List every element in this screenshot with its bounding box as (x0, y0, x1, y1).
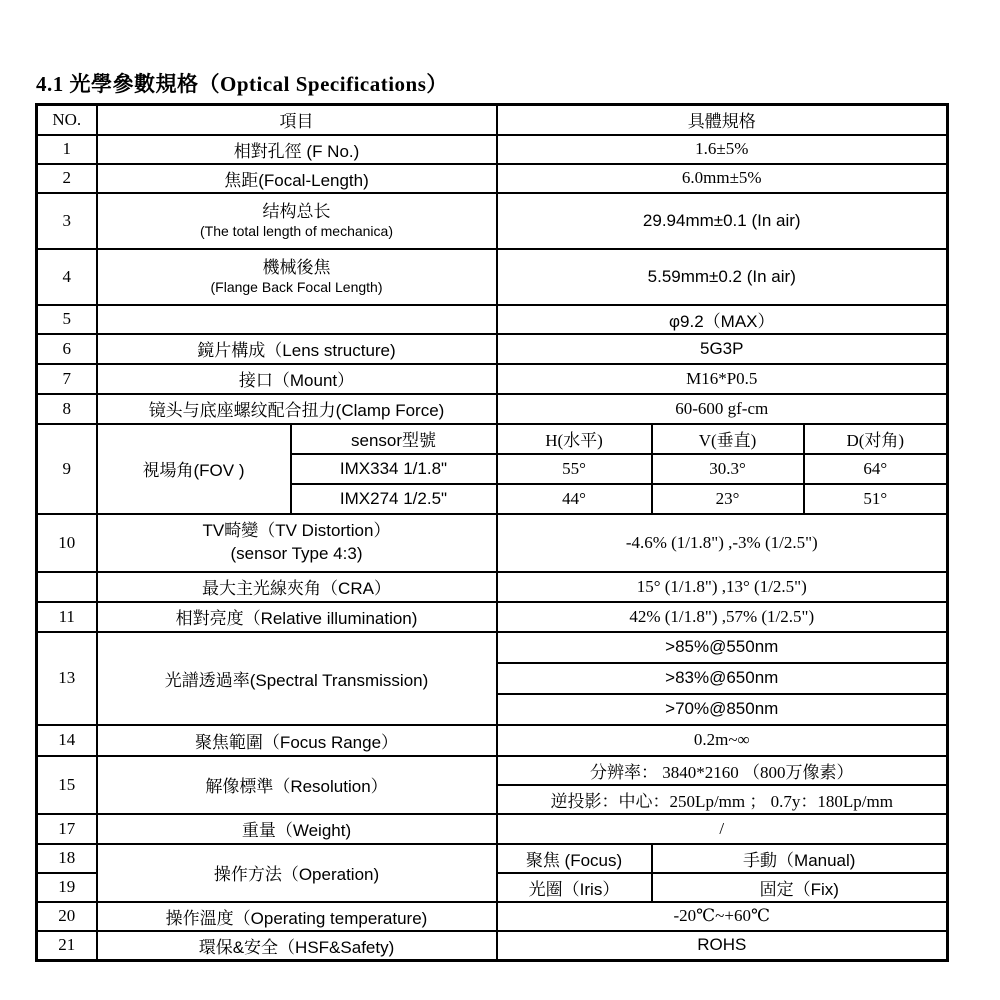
row3-item-line1: 结构总长 (262, 201, 331, 221)
table-row (37, 602, 948, 632)
header-item: 項目 (97, 105, 497, 135)
table-row (37, 902, 948, 931)
page-title: 4.1 光學參數規格（Optical Specifications） (36, 72, 448, 96)
row7-no: 7 (37, 364, 97, 394)
row4-spec: 5.59mm±0.2 (In air) (497, 249, 948, 305)
fov-sensor1-model: IMX334 1/1.8" (291, 454, 497, 484)
table-row (37, 334, 948, 364)
header-no: NO. (37, 105, 97, 135)
fov-sensor1-h: 55° (497, 454, 652, 484)
row3-no: 3 (37, 193, 97, 249)
fov-sensor2-h: 44° (497, 484, 652, 514)
rowcra-item: 最大主光線夾角（CRA） (97, 572, 497, 602)
row5-spec: φ9.2（MAX） (497, 305, 948, 334)
table-row (37, 514, 948, 572)
row13-spec-850: >70%@850nm (497, 694, 948, 725)
row15-no: 15 (37, 756, 97, 814)
optical-spec-table (35, 103, 949, 962)
fov-sensor2-model: IMX274 1/2.5" (291, 484, 497, 514)
row15-item: 解像標準（Resolution） (97, 756, 497, 814)
row2-item: 焦距(Focal-Length) (97, 164, 497, 193)
row14-item: 聚焦範圍（Focus Range） (97, 725, 497, 756)
row5-item-empty (97, 305, 497, 334)
row14-spec: 0.2m~∞ (497, 725, 948, 756)
fov-sensor2-d: 51° (804, 484, 948, 514)
table-row (37, 164, 948, 193)
row7-spec: M16*P0.5 (497, 364, 948, 394)
row11-item: 相對亮度（Relative illumination) (97, 602, 497, 632)
row20-spec: -20℃~+60℃ (497, 902, 948, 931)
row17-no: 17 (37, 814, 97, 844)
row8-item: 镜头与底座螺纹配合扭力(Clamp Force) (97, 394, 497, 424)
row4-no: 4 (37, 249, 97, 305)
table-row (37, 756, 948, 785)
row20-item: 操作溫度（Operating temperature) (97, 902, 497, 931)
row13-no: 13 (37, 632, 97, 725)
row3-item (97, 193, 497, 249)
row4-item (97, 249, 497, 305)
row9-item: 視場角(FOV ) (97, 424, 291, 514)
table-row (37, 305, 948, 334)
row13-spec-650: >83%@650nm (497, 663, 948, 694)
table-row (37, 725, 948, 756)
row1-item: 相對孔徑 (F No.) (97, 135, 497, 164)
table-header-row (37, 105, 948, 135)
row4-item-line2: (Flange Back Focal Length) (210, 278, 383, 295)
row10-item (97, 514, 497, 572)
row15-spec-line1: 分辨率： 3840*2160 （800万像素） (497, 756, 948, 785)
row18-no: 18 (37, 844, 97, 873)
row17-item: 重量（Weight) (97, 814, 497, 844)
row18-item: 操作方法（Operation) (97, 844, 497, 902)
table-row (37, 814, 948, 844)
row2-spec: 6.0mm±5% (497, 164, 948, 193)
row10-item-line2: (sensor Type 4:3) (230, 543, 363, 563)
row18-focus-label: 聚焦 (Focus) (497, 844, 652, 873)
fov-subheader-d: D(对角) (804, 424, 948, 454)
row6-spec: 5G3P (497, 334, 948, 364)
row6-item: 鏡片構成（Lens structure) (97, 334, 497, 364)
fov-subheader-sensor: sensor型號 (291, 424, 497, 454)
row11-no: 11 (37, 602, 97, 632)
table-row (37, 632, 948, 663)
header-spec: 具體規格 (497, 105, 948, 135)
fov-subheader-v: V(垂直) (652, 424, 804, 454)
row4-item-line1: 機械後焦 (262, 257, 331, 277)
row3-item-line2: (The total length of mechanica) (200, 222, 393, 239)
row10-no: 10 (37, 514, 97, 572)
row17-spec: / (497, 814, 948, 844)
table-row (37, 394, 948, 424)
rowcra-spec: 15° (1/1.8") ,13° (1/2.5") (497, 572, 948, 602)
table-row (37, 572, 948, 602)
row8-no: 8 (37, 394, 97, 424)
row8-spec: 60-600 gf-cm (497, 394, 948, 424)
row1-spec: 1.6±5% (497, 135, 948, 164)
row10-spec: -4.6% (1/1.8") ,-3% (1/2.5") (497, 514, 948, 572)
row3-spec: 29.94mm±0.1 (In air) (497, 193, 948, 249)
fov-sensor1-v: 30.3° (652, 454, 804, 484)
row5-no: 5 (37, 305, 97, 334)
optical-spec-table-wrap (35, 103, 946, 962)
table-row (37, 135, 948, 164)
table-row (37, 364, 948, 394)
row21-spec: ROHS (497, 931, 948, 961)
row20-no: 20 (37, 902, 97, 931)
row21-item: 環保&安全（HSF&Safety) (97, 931, 497, 961)
row1-no: 1 (37, 135, 97, 164)
table-row (37, 193, 948, 249)
table-row (37, 249, 948, 305)
row13-item: 光譜透過率(Spectral Transmission) (97, 632, 497, 725)
row13-spec-550: >85%@550nm (497, 632, 948, 663)
rowcra-no (37, 572, 97, 602)
row11-spec: 42% (1/1.8") ,57% (1/2.5") (497, 602, 948, 632)
row15-spec-line2: 逆投影：中心：250Lp/mm ； 0.7y：180Lp/mm (497, 785, 948, 814)
row18-focus-value: 手動（Manual) (652, 844, 948, 873)
row7-item: 接口（Mount） (97, 364, 497, 394)
row21-no: 21 (37, 931, 97, 961)
row10-item-line1: TV畸變（TV Distortion） (202, 521, 391, 541)
fov-sensor2-v: 23° (652, 484, 804, 514)
row19-iris-value: 固定（Fix) (652, 873, 948, 902)
row9-no: 9 (37, 424, 97, 514)
row14-no: 14 (37, 725, 97, 756)
row19-no: 19 (37, 873, 97, 902)
row19-iris-label: 光圈（Iris） (497, 873, 652, 902)
row2-no: 2 (37, 164, 97, 193)
table-row (37, 931, 948, 961)
row6-no: 6 (37, 334, 97, 364)
fov-subheader-h: H(水平) (497, 424, 652, 454)
table-row (37, 424, 948, 454)
table-row (37, 844, 948, 873)
fov-sensor1-d: 64° (804, 454, 948, 484)
